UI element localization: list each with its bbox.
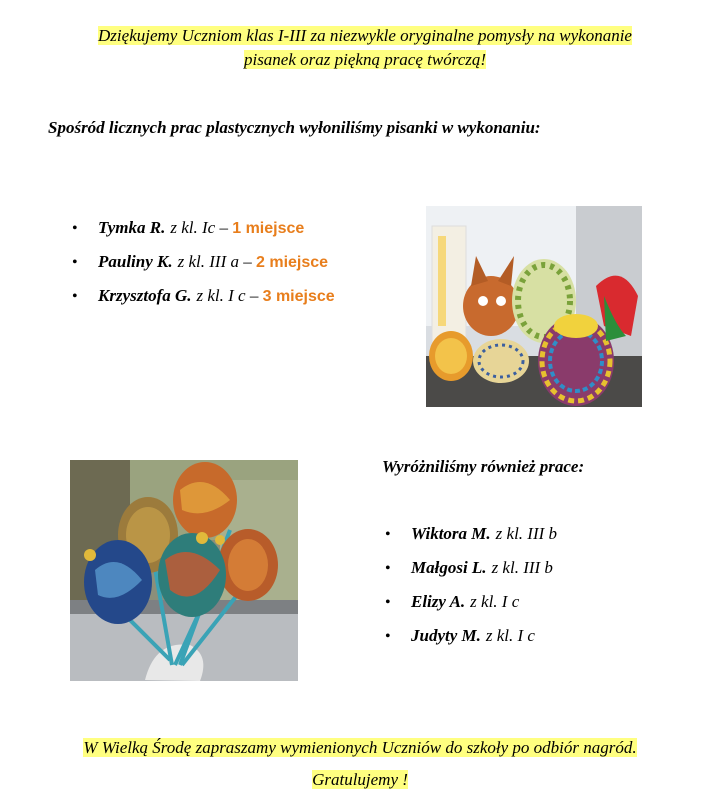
winners-list [72,218,335,320]
student-name: Tymka R. [98,218,166,237]
place-label: 2 miejsce [256,254,329,271]
intro-text [40,24,690,72]
student-class: z kl. Ic – [170,218,228,237]
outro-line-1: W Wielką Środę zapraszamy wymienionych Uczniów do szkoły po odbiór nagród. [83,738,637,757]
student-class: z kl. III b [491,558,553,577]
honorable-list [385,524,557,660]
list-item [385,558,557,592]
student-class: z kl. I c [485,626,535,645]
student-name: Małgosi L. [411,558,487,577]
list-item [385,524,557,558]
bullet: • [72,220,78,237]
honorable-heading: Wyróżniliśmy również prace: [382,457,585,476]
list-item [72,218,335,252]
student-name: Judyty M. [411,626,481,645]
list-item [385,626,557,660]
list-item [72,252,335,286]
place-label: 3 miejsce [262,288,335,305]
student-name: Elizy A. [411,592,466,611]
student-class: z kl. I c – [196,286,259,305]
bullet: • [385,526,391,543]
outro-text [30,732,690,796]
student-class: z kl. III a – [177,252,252,271]
bullet: • [385,628,391,645]
student-name: Pauliny K. [98,252,173,271]
bullet: • [385,594,391,611]
intro-line-1: Dziękujemy Uczniom klas I-III za niezwykle oryginalne pomysły na wykonanie [98,26,632,45]
student-class: z kl. I c [470,592,520,611]
photo-eggs-on-sticks [70,460,298,681]
intro-line-2: pisanek oraz piękną pracę twórczą! [243,50,487,69]
student-name: Krzysztofa G. [98,286,192,305]
student-name: Wiktora M. [411,524,491,543]
list-item [72,286,335,320]
outro-line-2: Gratulujemy ! [312,770,408,789]
photo-easter-display [426,206,642,407]
place-label: 1 miejsce [232,220,305,237]
list-item [385,592,557,626]
bullet: • [72,254,78,271]
lead-heading: Spośród licznych prac plastycznych wyłoniliśmy pisanki w wykonaniu: [48,118,541,137]
bullet: • [72,288,78,305]
bullet: • [385,560,391,577]
student-class: z kl. III b [495,524,558,543]
